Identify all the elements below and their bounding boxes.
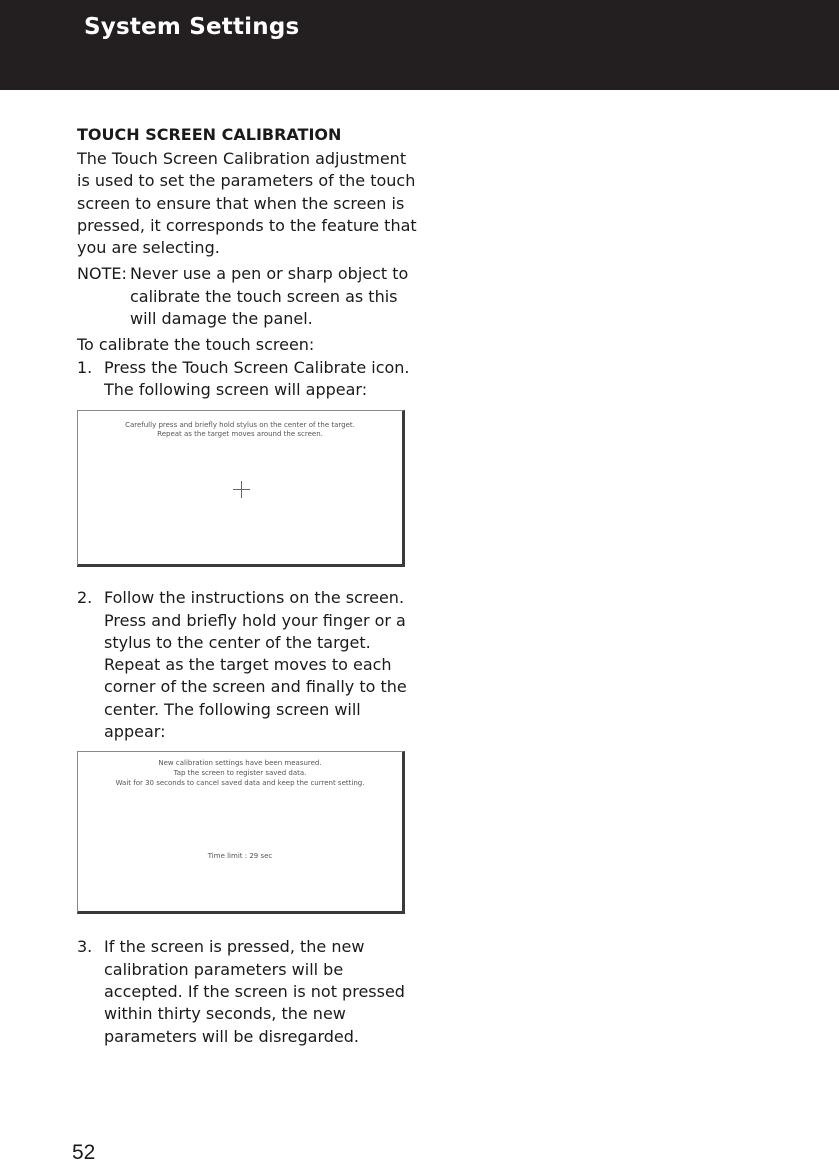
step-number: 2.	[77, 588, 93, 608]
header-bar	[0, 0, 839, 90]
step-text: Follow the instructions on the screen. Press and briefly hold your finger or a stylus to the center of the target. Repeat as the target moves to each corner of the screen and finally to the center. The following screen will appear:	[104, 588, 407, 742]
note-label: NOTE:	[77, 264, 127, 284]
step-text: Press the Touch Screen Calibrate icon. The following screen will appear:	[104, 357, 410, 399]
step-number: 3.	[77, 937, 93, 957]
note-text: Never use a pen or sharp object to calibrate the touch screen as this will damage the panel.	[130, 264, 409, 329]
screen-instruction-line: Repeat as the target moves around the screen.	[157, 430, 323, 439]
intro-paragraph: The Touch Screen Calibration adjustment is used to set the parameters of the touch screen to ensure that when the screen is pressed, it corresponds to the feature that you are selecting.	[77, 149, 417, 258]
calibration-result-screen-image	[77, 751, 405, 914]
steps-intro: To calibrate the touch screen:	[77, 335, 315, 355]
page-title: System Settings	[84, 14, 300, 40]
note	[77, 263, 417, 330]
screen-message-line: Wait for 30 seconds to cancel saved data and keep the current setting.	[115, 779, 365, 788]
screen-message-line: Tap the screen to register saved data.	[173, 769, 307, 778]
screen-instruction-line: Carefully press and briefly hold stylus on the center of the target.	[125, 421, 355, 430]
target-crosshair-icon	[233, 481, 250, 498]
time-limit-text: Time limit : 29 sec	[207, 852, 273, 861]
page-number: 52	[72, 1141, 96, 1164]
section-heading: TOUCH SCREEN CALIBRATION	[77, 125, 342, 144]
steps-list	[77, 357, 417, 1048]
step-item	[77, 936, 417, 1047]
content-column	[77, 124, 417, 1048]
step-text: If the screen is pressed, the new calibration parameters will be accepted. If the screen is not pressed within thirty seconds, the new parameters will be disregarded.	[104, 937, 405, 1046]
calibration-screen-image	[77, 410, 405, 567]
screen-message-line: New calibration settings have been measured.	[158, 759, 322, 768]
step-item	[77, 587, 417, 743]
step-item	[77, 357, 417, 402]
step-number: 1.	[77, 357, 93, 377]
